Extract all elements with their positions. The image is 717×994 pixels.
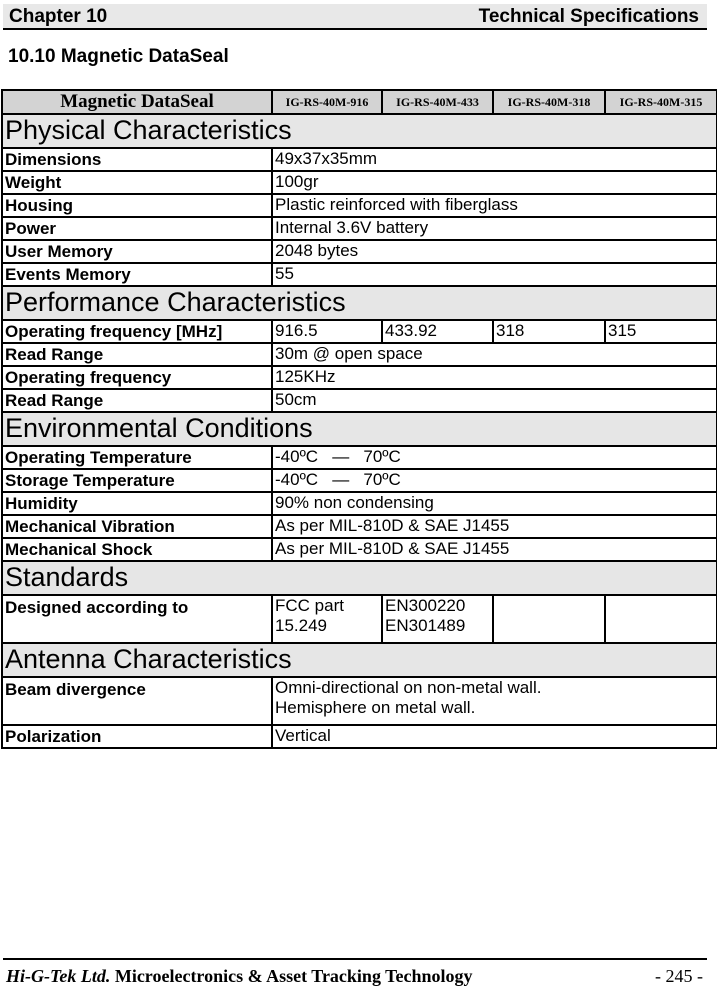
table-row — [2, 240, 717, 263]
beam-line-2: Hemisphere on metal wall. — [275, 698, 476, 717]
table-row — [2, 148, 717, 171]
group-row-standards — [2, 561, 717, 595]
row-value: 125KHz — [272, 366, 717, 389]
row-value: 433.92 — [382, 320, 493, 343]
row-value: 2048 bytes — [272, 240, 717, 263]
row-label: Polarization — [2, 725, 272, 748]
row-value: -40ºC — 70ºC — [272, 469, 717, 492]
row-label: User Memory — [2, 240, 272, 263]
group-row-physical — [2, 114, 717, 148]
row-label: Operating frequency [MHz] — [2, 320, 272, 343]
chapter-title: Technical Specifications — [478, 6, 699, 27]
empty-cell — [605, 595, 717, 643]
table-row — [2, 389, 717, 412]
group-title: Antenna Characteristics — [2, 643, 717, 677]
chapter-label: Chapter 10 — [9, 6, 108, 27]
table-row — [2, 515, 717, 538]
group-title: Physical Characteristics — [2, 114, 717, 148]
row-value: 50cm — [272, 389, 717, 412]
beam-line-1: Omni-directional on non-metal wall. — [275, 678, 542, 697]
row-value: Internal 3.6V battery — [272, 217, 717, 240]
row-value: Vertical — [272, 725, 717, 748]
fcc-line-1: FCC part — [275, 596, 344, 615]
row-label: Weight — [2, 171, 272, 194]
footer-company — [6, 966, 472, 987]
table-row — [2, 263, 717, 286]
product-name-header: Magnetic DataSeal — [2, 90, 272, 114]
row-label: Storage Temperature — [2, 469, 272, 492]
row-label: Events Memory — [2, 263, 272, 286]
table-header-row — [2, 90, 717, 114]
row-label: Beam divergence — [2, 677, 272, 725]
row-value — [272, 677, 717, 725]
row-value: Plastic reinforced with fiberglass — [272, 194, 717, 217]
spec-table — [1, 89, 717, 749]
company-name: Hi-G-Tek Ltd. — [6, 966, 111, 986]
footer-divider — [3, 958, 707, 960]
group-title: Environmental Conditions — [2, 412, 717, 446]
model-header: IG-RS-40M-433 — [382, 90, 493, 114]
en-line-1: EN300220 — [385, 596, 466, 615]
row-value: As per MIL-810D & SAE J1455 — [272, 515, 717, 538]
en-line-2: EN301489 — [385, 616, 466, 635]
fcc-line-2: 15.249 — [275, 616, 327, 635]
row-label: Power — [2, 217, 272, 240]
table-row — [2, 595, 717, 643]
row-value: 315 — [605, 320, 717, 343]
table-row — [2, 343, 717, 366]
row-value: -40ºC — 70ºC — [272, 446, 717, 469]
row-value: 100gr — [272, 171, 717, 194]
group-title: Standards — [2, 561, 717, 595]
row-label: Read Range — [2, 389, 272, 412]
section-title: 10.10 Magnetic DataSeal — [8, 46, 229, 67]
row-label: Operating Temperature — [2, 446, 272, 469]
row-label: Mechanical Shock — [2, 538, 272, 561]
model-header: IG-RS-40M-318 — [493, 90, 605, 114]
group-row-environmental — [2, 412, 717, 446]
company-tagline: Microelectronics & Asset Tracking Technology — [114, 966, 473, 986]
page-number: - 245 - — [655, 966, 703, 986]
row-label: Humidity — [2, 492, 272, 515]
table-row — [2, 677, 717, 725]
row-value — [382, 595, 493, 643]
model-header: IG-RS-40M-315 — [605, 90, 717, 114]
row-value: As per MIL-810D & SAE J1455 — [272, 538, 717, 561]
row-value: 30m @ open space — [272, 343, 717, 366]
table-row — [2, 194, 717, 217]
table-row — [2, 217, 717, 240]
row-label: Read Range — [2, 343, 272, 366]
empty-cell — [493, 595, 605, 643]
table-row — [2, 538, 717, 561]
table-row — [2, 320, 717, 343]
row-label: Mechanical Vibration — [2, 515, 272, 538]
page-header — [3, 4, 707, 30]
table-row — [2, 492, 717, 515]
group-title: Performance Characteristics — [2, 286, 717, 320]
row-label: Dimensions — [2, 148, 272, 171]
table-row — [2, 469, 717, 492]
row-value: 49x37x35mm — [272, 148, 717, 171]
row-value: 55 — [272, 263, 717, 286]
row-label: Operating frequency — [2, 366, 272, 389]
row-value — [272, 595, 382, 643]
row-value: 318 — [493, 320, 605, 343]
row-label: Designed according to — [2, 595, 272, 643]
row-value: 916.5 — [272, 320, 382, 343]
table-row — [2, 171, 717, 194]
model-header: IG-RS-40M-916 — [272, 90, 382, 114]
row-label: Housing — [2, 194, 272, 217]
group-row-antenna — [2, 643, 717, 677]
row-value: 90% non condensing — [272, 492, 717, 515]
table-row — [2, 366, 717, 389]
group-row-performance — [2, 286, 717, 320]
table-row — [2, 446, 717, 469]
table-row — [2, 725, 717, 748]
